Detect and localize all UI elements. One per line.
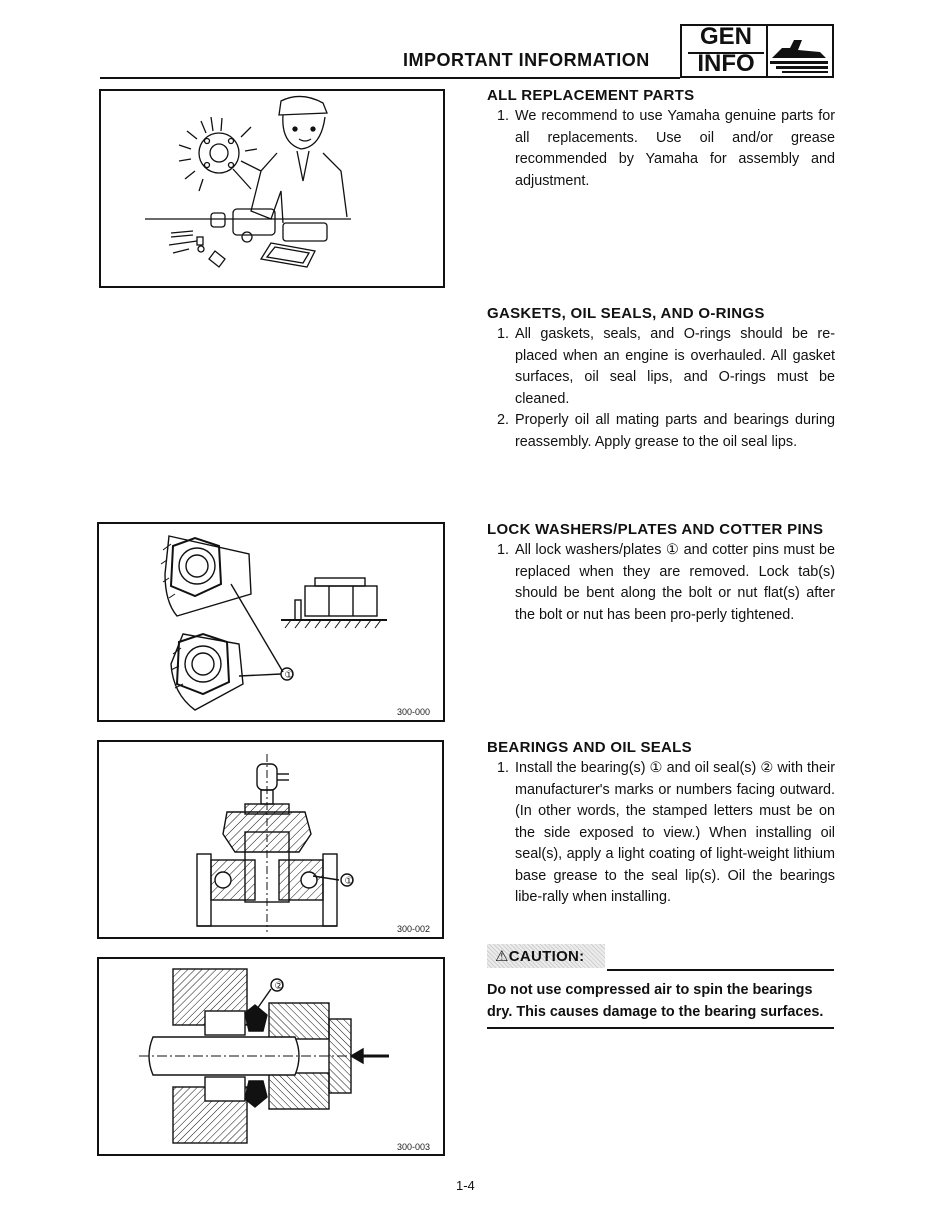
badge-text-block	[686, 23, 768, 77]
callout-1: ①	[344, 876, 354, 887]
caution-bottom-rule	[487, 1027, 834, 1029]
item-text: All gaskets, seals, and O-rings should be re-placed when an engine is overhauled. All gasket surfaces, oil seal lips, and O-rings must be cleaned.	[515, 326, 835, 407]
snowmobile-icon	[768, 28, 830, 76]
section-gaskets-seals	[487, 303, 835, 453]
header-rule	[100, 77, 680, 79]
item-text: Properly oil all mating parts and bearings during reassembly. Apply grease to the oil seal lips.	[515, 412, 835, 450]
item-number: 1.	[497, 326, 510, 342]
figure-replacement-parts	[99, 89, 445, 288]
badge-gen-text: GEN	[699, 23, 752, 50]
figure-oil-seal-install	[97, 957, 445, 1156]
figure-code: 300-003	[397, 1142, 431, 1152]
mechanic-illustration	[101, 91, 443, 286]
item-number: 1.	[497, 542, 510, 558]
item-number: 1.	[497, 760, 510, 776]
item-text: Install the bearing(s) ① and oil seal(s) ② with their manufacturer's marks or numbers facing outward. (In other words, the stamped letters must be on the side exposed to view.) When installing oil seal(s), apply a light coating of light-weight lithium base grease to the seal lip(s). Oil the bearings libe-rally when installing.	[515, 760, 835, 905]
item-text: We recommend to use Yamaha genuine parts for all replacements. Use oil and/or grease recommended by Yamaha for assembly and adjustment.	[515, 108, 835, 189]
section-title: ALL REPLACEMENT PARTS	[487, 87, 695, 104]
list-item	[487, 106, 835, 192]
caution-text: Do not use compressed air to spin the bearings dry. This causes damage to the bearing surfaces.	[487, 982, 824, 1020]
section-lock-washers	[487, 519, 835, 626]
list-item	[487, 540, 835, 626]
section-title: GASKETS, OIL SEALS, AND O-RINGS	[487, 305, 765, 322]
page-header-title: IMPORTANT INFORMATION	[403, 50, 650, 70]
figure-bearing-install	[97, 740, 444, 939]
figure-lock-washers	[97, 522, 445, 722]
figure-code: 300-002	[397, 924, 431, 934]
figure-code: 300-000	[397, 707, 431, 717]
caution-label	[487, 944, 605, 968]
list-item	[487, 410, 835, 453]
caution-label-text: ⚠CAUTION:	[495, 948, 585, 965]
badge-info-text: INFO	[697, 50, 755, 77]
list-item	[487, 758, 835, 909]
section-bearings-oil-seals	[487, 737, 835, 909]
caution-rule	[607, 969, 834, 971]
item-text: All lock washers/plates ① and cotter pins must be replaced when they are removed. Lock tab(s) should be bent along the bolt or nut flat(s) after the bolt or nut has been pro-perly tightened.	[515, 542, 835, 623]
lock-washer-diagram	[99, 524, 443, 720]
callout-1: ①	[284, 670, 294, 681]
item-number: 1.	[497, 108, 510, 124]
callout-2: ②	[274, 981, 284, 992]
section-title: LOCK WASHERS/PLATES AND COTTER PINS	[487, 521, 824, 538]
list-item	[487, 324, 835, 410]
page-number: 1-4	[456, 1178, 475, 1193]
oil-seal-section-diagram	[99, 959, 443, 1154]
section-title: BEARINGS AND OIL SEALS	[487, 739, 692, 756]
item-number: 2.	[497, 412, 510, 428]
section-replacement-parts	[487, 85, 835, 192]
gen-info-badge	[680, 24, 834, 78]
bearing-section-diagram	[99, 742, 442, 937]
